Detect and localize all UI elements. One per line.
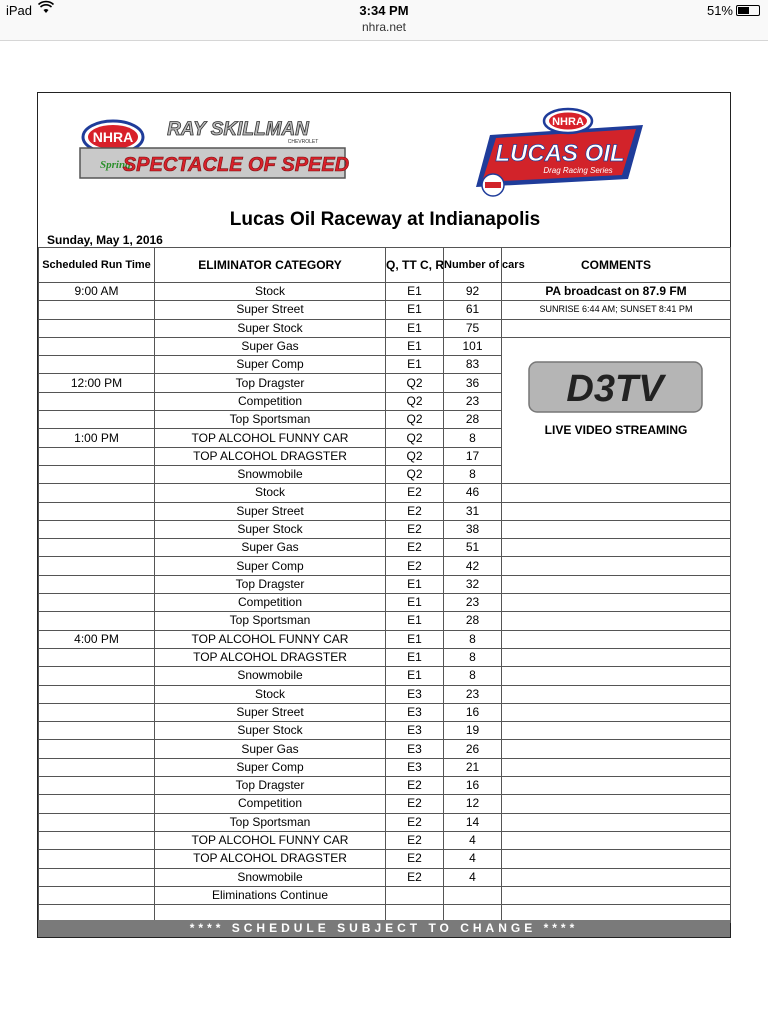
schedule-table	[38, 247, 731, 923]
cell-cars: 16	[444, 777, 502, 795]
comment-empty	[502, 740, 731, 758]
svg-text:LUCAS OIL: LUCAS OIL	[495, 140, 625, 167]
cell-category: Super Comp	[155, 758, 386, 776]
cell-session: E2	[386, 557, 444, 575]
cell-cars: 21	[444, 758, 502, 776]
table-row	[39, 520, 731, 538]
comment-empty	[502, 484, 731, 502]
cell-session: E2	[386, 539, 444, 557]
cell-category: Stock	[155, 685, 386, 703]
cell-session: E2	[386, 520, 444, 538]
ios-status-bar	[0, 0, 768, 41]
cell-category: TOP ALCOHOL FUNNY CAR	[155, 831, 386, 849]
comment-empty	[502, 886, 731, 904]
cell-category: TOP ALCOHOL FUNNY CAR	[155, 630, 386, 648]
cell-cars: 23	[444, 594, 502, 612]
comment-empty	[502, 777, 731, 795]
cell-run-time	[39, 703, 155, 721]
cell-category: Top Sportsman	[155, 411, 386, 429]
cell-session: E1	[386, 594, 444, 612]
table-row	[39, 594, 731, 612]
cell-run-time	[39, 758, 155, 776]
comment-empty	[502, 813, 731, 831]
cell-cars: 26	[444, 740, 502, 758]
cell-cars: 46	[444, 484, 502, 502]
cell-run-time	[39, 465, 155, 483]
cell-category: Super Stock	[155, 520, 386, 538]
cell-session: E1	[386, 612, 444, 630]
svg-text:D3TV: D3TV	[566, 368, 664, 410]
cell-category: Top Sportsman	[155, 813, 386, 831]
cell-category: TOP ALCOHOL FUNNY CAR	[155, 429, 386, 447]
event-date: Sunday, May 1, 2016	[47, 233, 163, 247]
cell-run-time	[39, 594, 155, 612]
cell-run-time: 12:00 PM	[39, 374, 155, 392]
cell-category: Competition	[155, 795, 386, 813]
table-row	[39, 795, 731, 813]
cell-run-time	[39, 319, 155, 337]
cell-category: Top Dragster	[155, 575, 386, 593]
cell-cars: 32	[444, 575, 502, 593]
cell-cars: 17	[444, 447, 502, 465]
comment-empty	[502, 722, 731, 740]
cell-cars: 36	[444, 374, 502, 392]
cell-session: E3	[386, 740, 444, 758]
cell-category: Top Sportsman	[155, 612, 386, 630]
cell-cars: 16	[444, 703, 502, 721]
cell-session: E1	[386, 301, 444, 319]
header-session: Q, TT C, R	[386, 248, 444, 283]
cell-run-time: 9:00 AM	[39, 283, 155, 301]
table-header-row	[39, 248, 731, 283]
battery-icon	[736, 5, 760, 16]
cell-category: TOP ALCOHOL DRAGSTER	[155, 850, 386, 868]
table-row	[39, 813, 731, 831]
cell-category: TOP ALCOHOL DRAGSTER	[155, 648, 386, 666]
table-row	[39, 301, 731, 319]
cell-session: E3	[386, 722, 444, 740]
cell-session: E1	[386, 319, 444, 337]
cell-run-time	[39, 301, 155, 319]
table-row	[39, 502, 731, 520]
cell-cars: 23	[444, 685, 502, 703]
comment-empty	[502, 850, 731, 868]
device-name: iPad	[6, 3, 33, 18]
table-row	[39, 667, 731, 685]
cell-category: Super Stock	[155, 722, 386, 740]
cell-run-time	[39, 667, 155, 685]
comment-sunrise-sunset: SUNRISE 6:44 AM; SUNSET 8:41 PM	[502, 301, 731, 319]
cell-session: E2	[386, 795, 444, 813]
table-row	[39, 575, 731, 593]
cell-session: E2	[386, 831, 444, 849]
cell-category: Top Dragster	[155, 374, 386, 392]
cell-cars: 19	[444, 722, 502, 740]
lucas-oil-series-logo	[468, 107, 648, 202]
cell-cars: 8	[444, 429, 502, 447]
cell-run-time	[39, 447, 155, 465]
cell-run-time	[39, 722, 155, 740]
cell-run-time	[39, 612, 155, 630]
cell-category: Snowmobile	[155, 868, 386, 886]
comment-empty	[502, 685, 731, 703]
cell-run-time	[39, 831, 155, 849]
comment-empty	[502, 594, 731, 612]
cell-session: E1	[386, 283, 444, 301]
comment-empty	[502, 667, 731, 685]
header-cars: Number of cars	[444, 248, 502, 283]
cell-category: Stock	[155, 484, 386, 502]
cell-cars: 4	[444, 868, 502, 886]
comment-empty	[502, 520, 731, 538]
cell-cars: 23	[444, 392, 502, 410]
cell-category: Competition	[155, 392, 386, 410]
svg-text:Drag Racing Series: Drag Racing Series	[543, 166, 613, 175]
cell-session: E2	[386, 502, 444, 520]
table-row	[39, 539, 731, 557]
table-row	[39, 886, 731, 904]
cell-category: Stock	[155, 283, 386, 301]
svg-text:NHRA: NHRA	[552, 116, 584, 128]
cell-run-time	[39, 575, 155, 593]
cell-run-time	[39, 740, 155, 758]
cell-session: Q2	[386, 465, 444, 483]
cell-cars: 75	[444, 319, 502, 337]
cell-cars	[444, 886, 502, 904]
cell-run-time	[39, 850, 155, 868]
cell-run-time	[39, 337, 155, 355]
cell-cars: 38	[444, 520, 502, 538]
comment-empty	[502, 703, 731, 721]
table-row	[39, 758, 731, 776]
cell-run-time	[39, 484, 155, 502]
cell-cars: 8	[444, 465, 502, 483]
cell-session: E1	[386, 356, 444, 374]
cell-session: E3	[386, 703, 444, 721]
svg-text:SPECTACLE OF SPEED: SPECTACLE OF SPEED	[122, 154, 350, 176]
comment-empty	[502, 557, 731, 575]
cell-session: E3	[386, 685, 444, 703]
cell-cars: 101	[444, 337, 502, 355]
cell-cars: 42	[444, 557, 502, 575]
cell-session: Q2	[386, 447, 444, 465]
table-row	[39, 630, 731, 648]
table-row	[39, 777, 731, 795]
comment-empty	[502, 648, 731, 666]
cell-session: Q2	[386, 374, 444, 392]
cell-run-time	[39, 868, 155, 886]
cell-category: Super Stock	[155, 319, 386, 337]
cell-cars: 14	[444, 813, 502, 831]
table-row	[39, 831, 731, 849]
cell-category: Super Street	[155, 703, 386, 721]
cell-session: Q2	[386, 392, 444, 410]
spectacle-of-speed-logo	[78, 115, 348, 185]
cell-session: E2	[386, 777, 444, 795]
schedule-sheet	[37, 92, 731, 938]
cell-cars: 83	[444, 356, 502, 374]
svg-text:RAY SKILLMAN: RAY SKILLMAN	[167, 119, 309, 140]
cell-run-time	[39, 557, 155, 575]
table-row	[39, 557, 731, 575]
cell-category: Super Street	[155, 301, 386, 319]
cell-run-time	[39, 685, 155, 703]
cell-category: Super Gas	[155, 740, 386, 758]
cell-session: E1	[386, 630, 444, 648]
cell-cars: 92	[444, 283, 502, 301]
cell-cars: 51	[444, 539, 502, 557]
cell-session: Q2	[386, 429, 444, 447]
cell-cars: 4	[444, 850, 502, 868]
cell-session: E1	[386, 648, 444, 666]
cell-cars: 4	[444, 831, 502, 849]
venue-title: Lucas Oil Raceway at Indianapolis	[229, 209, 541, 230]
header-run-time: Scheduled Run Time	[39, 248, 155, 283]
table-row	[39, 612, 731, 630]
svg-text:CHEVROLET: CHEVROLET	[287, 139, 319, 145]
comment-empty	[502, 630, 731, 648]
cell-category: Snowmobile	[155, 465, 386, 483]
cell-run-time	[39, 520, 155, 538]
cell-cars: 28	[444, 612, 502, 630]
comment-empty	[502, 831, 731, 849]
header-category: ELIMINATOR CATEGORY	[155, 248, 386, 283]
cell-category: Super Street	[155, 502, 386, 520]
table-row	[39, 648, 731, 666]
address-bar[interactable]: nhra.net	[361, 20, 407, 34]
cell-session: E3	[386, 758, 444, 776]
cell-cars: 8	[444, 648, 502, 666]
d3tv-logo	[528, 361, 703, 413]
cell-run-time	[39, 648, 155, 666]
svg-text:Spring: Spring	[100, 159, 131, 171]
cell-cars: 8	[444, 667, 502, 685]
cell-session	[386, 886, 444, 904]
cell-run-time	[39, 356, 155, 374]
cell-run-time	[39, 539, 155, 557]
table-row	[39, 740, 731, 758]
table-row	[39, 703, 731, 721]
clock: 3:34 PM	[359, 3, 409, 18]
cell-category: Super Gas	[155, 539, 386, 557]
cell-category: Snowmobile	[155, 667, 386, 685]
header-comments: COMMENTS	[502, 248, 731, 283]
svg-text:NHRA: NHRA	[92, 129, 134, 145]
battery-indicator	[707, 3, 760, 18]
cell-run-time	[39, 813, 155, 831]
comment-empty	[502, 575, 731, 593]
cell-category: Eliminations Continue	[155, 886, 386, 904]
cell-session: Q2	[386, 411, 444, 429]
table-row	[39, 484, 731, 502]
cell-session: E2	[386, 868, 444, 886]
cell-run-time: 4:00 PM	[39, 630, 155, 648]
cell-run-time	[39, 795, 155, 813]
comment-pa-broadcast: PA broadcast on 87.9 FM	[502, 283, 731, 301]
cell-cars: 31	[444, 502, 502, 520]
table-row	[39, 337, 731, 355]
cell-category: Top Dragster	[155, 777, 386, 795]
cell-session: E1	[386, 667, 444, 685]
cell-category: Super Comp	[155, 356, 386, 374]
table-row	[39, 868, 731, 886]
cell-session: E1	[386, 337, 444, 355]
table-row	[39, 850, 731, 868]
comment-empty	[502, 539, 731, 557]
comment-empty	[502, 758, 731, 776]
schedule-disclaimer: **** SCHEDULE SUBJECT TO CHANGE ****	[38, 920, 730, 937]
cell-session: E2	[386, 484, 444, 502]
live-streaming-label: LIVE VIDEO STREAMING	[544, 423, 688, 437]
cell-session: E1	[386, 575, 444, 593]
cell-run-time: 1:00 PM	[39, 429, 155, 447]
comment-empty	[502, 868, 731, 886]
cell-run-time	[39, 886, 155, 904]
cell-cars: 61	[444, 301, 502, 319]
cell-cars: 28	[444, 411, 502, 429]
cell-run-time	[39, 411, 155, 429]
cell-category: Super Gas	[155, 337, 386, 355]
cell-category: Super Comp	[155, 557, 386, 575]
table-row	[39, 722, 731, 740]
cell-cars: 8	[444, 630, 502, 648]
cell-session: E2	[386, 850, 444, 868]
cell-run-time	[39, 392, 155, 410]
cell-run-time	[39, 777, 155, 795]
cell-session: E2	[386, 813, 444, 831]
comment-empty	[502, 502, 731, 520]
comment-empty	[502, 319, 731, 337]
cell-run-time	[39, 502, 155, 520]
comment-empty	[502, 795, 731, 813]
cell-cars: 12	[444, 795, 502, 813]
table-row	[39, 319, 731, 337]
battery-percent: 51%	[706, 3, 733, 18]
table-row	[39, 685, 731, 703]
comment-empty	[502, 612, 731, 630]
cell-category: Competition	[155, 594, 386, 612]
cell-category: TOP ALCOHOL DRAGSTER	[155, 447, 386, 465]
table-row	[39, 283, 731, 301]
